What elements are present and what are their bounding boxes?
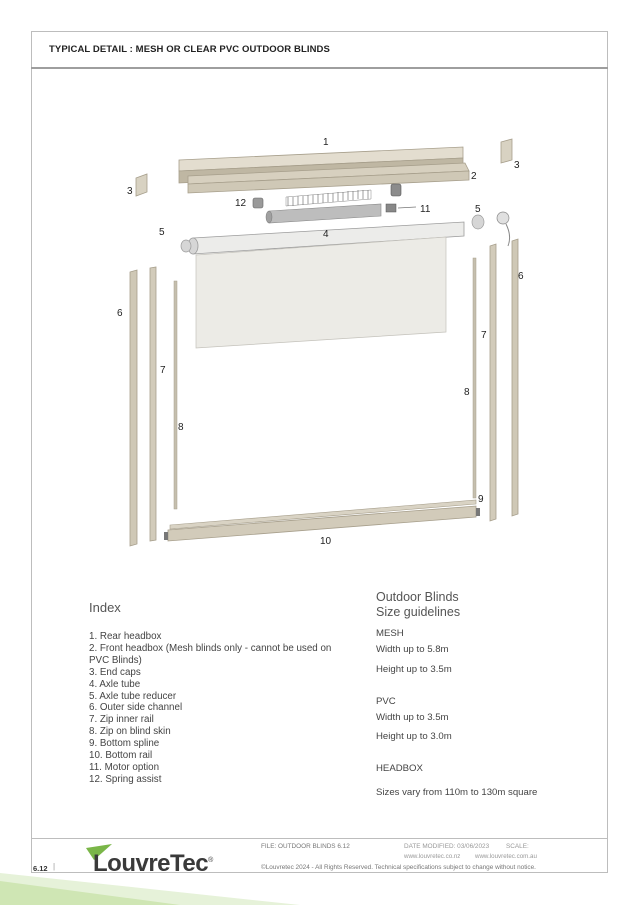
- footer-website-au[interactable]: www.louvretec.com.au: [475, 853, 537, 860]
- page-header: [31, 31, 608, 69]
- index-item: 3. End caps: [89, 666, 141, 678]
- index-item: 4. Axle tube: [89, 678, 141, 690]
- logo-text: LouvreTec: [93, 850, 209, 877]
- headbox-text: Sizes vary from 110m to 130m square: [376, 787, 538, 798]
- index-item: 1. Rear headbox: [89, 631, 162, 642]
- footer-file: FILE: OUTDOOR BLINDS 6.12: [261, 843, 350, 850]
- size-title-line1: Outdoor Blinds: [376, 590, 459, 604]
- mesh-width: Width up to 5.8m: [376, 644, 449, 655]
- index-item: 5. Axle tube reducer: [89, 690, 177, 702]
- zip-skin-right: [473, 258, 476, 498]
- motor-option: [266, 184, 416, 223]
- index-item: 8. Zip on blind skin: [89, 726, 171, 738]
- index-item: 7. Zip inner rail: [89, 714, 154, 726]
- headbox-heading: HEADBOX: [376, 763, 423, 774]
- index-list: [89, 631, 354, 786]
- index-item: 2. Front headbox (Mesh blinds only - cannot be used on PVC Blinds): [89, 642, 332, 666]
- exploded-diagram: [31, 70, 608, 550]
- index-title: Index: [89, 600, 121, 615]
- footer-date-modified: DATE MODIFIED: 03/06/2023: [404, 843, 490, 850]
- label-5-right: 5: [475, 204, 481, 215]
- zip-inner-rail-right: [490, 244, 496, 521]
- index-item: 6. Outer side channel: [89, 702, 183, 714]
- axle-reducer-left: [181, 240, 191, 252]
- pvc-width: Width up to 3.5m: [376, 712, 449, 723]
- label-1: 1: [323, 137, 329, 148]
- zip-skin-left: [174, 281, 177, 509]
- footer-divider: [31, 838, 608, 839]
- label-11: 11: [420, 204, 431, 215]
- logo-trademark: ®: [208, 857, 213, 864]
- end-cap-left: [136, 174, 147, 196]
- label-8-left: 8: [178, 422, 184, 433]
- label-7-right: 7: [481, 330, 487, 341]
- index-item: 10. Bottom rail: [89, 750, 153, 762]
- axle-reducer-right: [472, 215, 484, 229]
- end-cap-right: [501, 139, 512, 163]
- blind-skin: [196, 237, 446, 348]
- label-3-left: 3: [127, 186, 133, 197]
- label-9: 9: [478, 494, 484, 505]
- page-title: TYPICAL DETAIL : MESH OR CLEAR PVC OUTDOOR BLINDS: [49, 44, 330, 55]
- pvc-height: Height up to 3.0m: [376, 731, 452, 742]
- size-guidelines-title: [376, 590, 460, 620]
- index-item: 9. Bottom spline: [89, 738, 160, 750]
- label-7-left: 7: [160, 365, 166, 376]
- size-title-line2: Size guidelines: [376, 605, 461, 619]
- page-number: 6.12: [33, 864, 48, 873]
- pvc-heading: PVC: [376, 696, 396, 707]
- label-4: 4: [323, 229, 329, 240]
- corner-decoration: [0, 873, 300, 905]
- mesh-heading: MESH: [376, 628, 404, 639]
- label-5-left: 5: [159, 227, 165, 238]
- index-item: 12. Spring assist: [89, 773, 162, 785]
- label-6-right: 6: [518, 271, 524, 282]
- footer-website-nz[interactable]: www.louvretec.co.nz: [404, 853, 461, 860]
- label-3-right: 3: [514, 160, 520, 171]
- mesh-height: Height up to 3.5m: [376, 664, 452, 675]
- bracket-right: [497, 212, 510, 246]
- label-12: 12: [235, 198, 247, 209]
- label-2: 2: [471, 171, 477, 182]
- page-separator: |: [53, 862, 56, 871]
- index-item: 11. Motor option: [89, 761, 160, 773]
- label-6-left: 6: [117, 308, 123, 319]
- outer-side-channel-left: [130, 270, 137, 546]
- zip-inner-rail-left: [150, 267, 156, 541]
- label-8-right: 8: [464, 387, 470, 398]
- label-10: 10: [320, 536, 332, 547]
- spring-assist: [253, 190, 371, 208]
- footer-scale: SCALE:: [506, 843, 529, 850]
- footer-copyright: ©Louvretec 2024 - All Rights Reserved. Technical specifications subject to change without notice.: [261, 864, 536, 871]
